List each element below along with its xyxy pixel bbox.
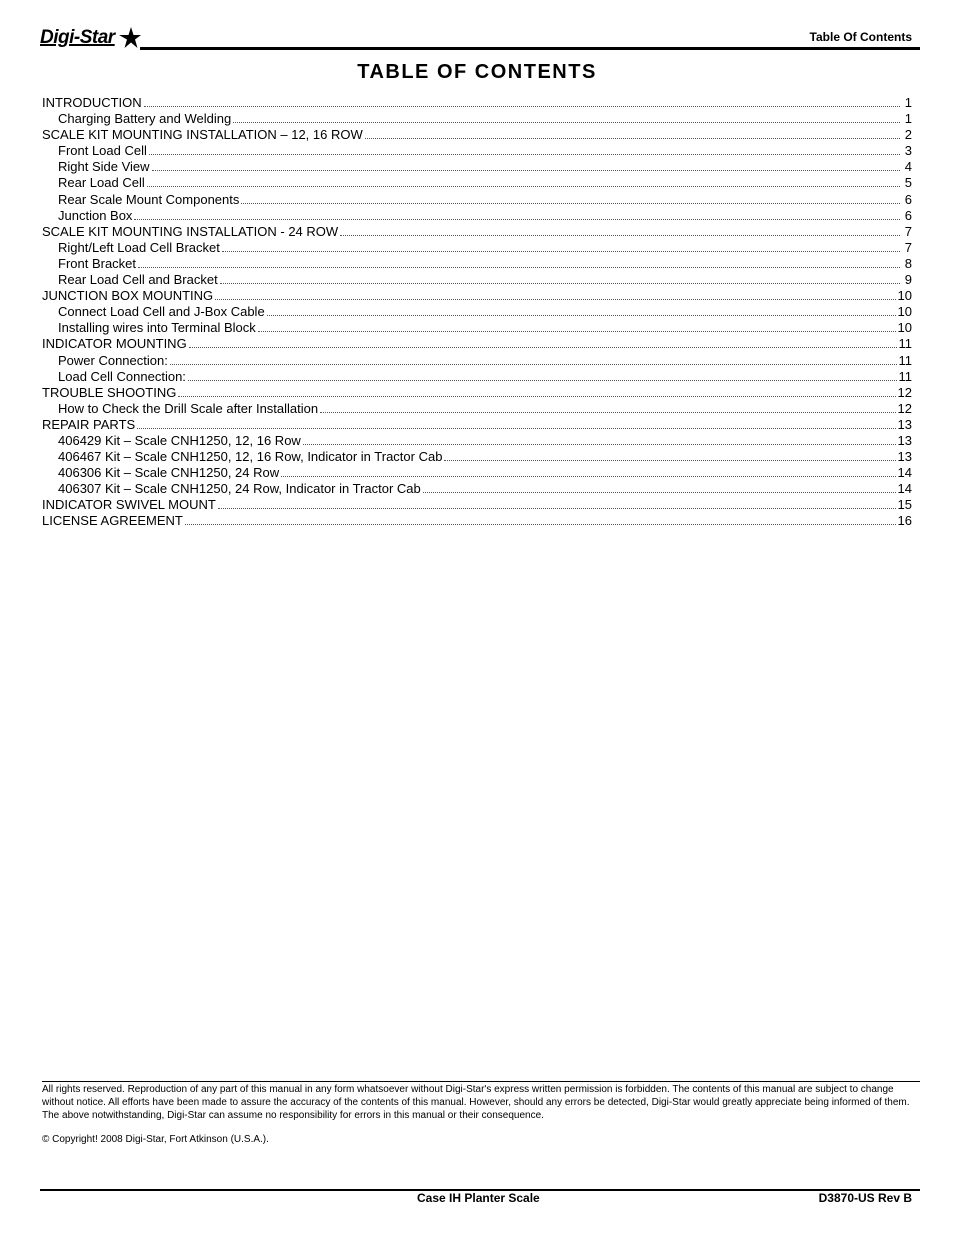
toc-entry[interactable] (42, 385, 912, 401)
toc-dot-leader (185, 524, 896, 525)
toc-entry[interactable] (42, 449, 912, 465)
toc-dot-leader (241, 203, 900, 204)
toc-dot-leader (138, 267, 900, 268)
toc-entry-page: 3 (904, 143, 912, 159)
toc-dot-leader (149, 154, 900, 155)
toc-entry[interactable] (42, 336, 912, 352)
toc-entry-label: 406467 Kit – Scale CNH1250, 12, 16 Row, Indicator in Tractor Cab (58, 449, 443, 465)
toc-entry[interactable] (42, 369, 912, 385)
footer-rule (42, 1081, 920, 1082)
star-icon (117, 27, 141, 49)
toc-entry-page: 10 (897, 288, 912, 304)
toc-entry-page: 10 (897, 304, 912, 320)
header-rule (140, 47, 920, 50)
toc-entry-page: 1 (904, 111, 912, 127)
toc-entry[interactable] (42, 401, 912, 417)
table-of-contents (42, 95, 912, 530)
toc-entry-page: 1 (904, 95, 912, 110)
page-title: TABLE OF CONTENTS (357, 61, 597, 83)
toc-entry-page: 6 (904, 207, 912, 223)
toc-dot-leader (147, 186, 900, 187)
toc-dot-leader (137, 428, 895, 429)
toc-entry-label: Front Bracket (58, 255, 137, 271)
toc-entry-label: Load Cell Connection: (58, 368, 186, 384)
toc-entry-label: Power Connection: (58, 352, 168, 368)
toc-entry-page: 5 (904, 175, 912, 191)
toc-entry-label: JUNCTION BOX MOUNTING (42, 288, 214, 304)
toc-dot-leader (340, 235, 900, 236)
toc-dot-leader (444, 460, 895, 461)
toc-entry[interactable] (42, 111, 912, 127)
toc-entry-label: Rear Scale Mount Components (58, 191, 240, 207)
toc-entry-label: TROUBLE SHOOTING (42, 384, 177, 400)
legal-notice: All rights reserved. Reproduction of any part of this manual in any form whatsoever without Digi-Star's express written permission is forbidden. The contents of this manual are subject to change without notice. All efforts have been made to assure the accuracy of the contents of this manual. However, should any errors be detected, Digi-Star would greatly appreciate being informed of them. The above notwithstanding, Digi-Star can assume no responsibility for errors in this manual or their consequence. (42, 1084, 910, 1121)
toc-entry-page: 12 (897, 400, 912, 416)
toc-entry[interactable] (42, 304, 912, 320)
toc-entry-page: 10 (897, 320, 912, 336)
toc-dot-leader (365, 138, 900, 139)
toc-entry-label: 406429 Kit – Scale CNH1250, 12, 16 Row (58, 432, 301, 448)
toc-entry[interactable] (42, 127, 912, 143)
toc-entry-label: Rear Load Cell and Bracket (58, 272, 218, 288)
toc-entry-page: 8 (904, 255, 912, 271)
toc-entry[interactable] (42, 433, 912, 449)
toc-entry-label: Connect Load Cell and J-Box Cable (58, 304, 265, 320)
toc-entry-label: How to Check the Drill Scale after Installation (58, 400, 319, 416)
toc-entry[interactable] (42, 175, 912, 191)
toc-entry-page: 11 (898, 352, 912, 368)
toc-entry[interactable] (42, 481, 912, 497)
toc-entry[interactable] (42, 497, 912, 513)
toc-entry-page: 11 (898, 336, 912, 352)
toc-entry-label: Right/Left Load Cell Bracket (58, 239, 220, 255)
toc-entry-label: INTRODUCTION (42, 95, 142, 110)
toc-entry-label: Charging Battery and Welding (58, 111, 232, 127)
toc-dot-leader (188, 380, 897, 381)
toc-entry-page: 13 (897, 432, 912, 448)
toc-dot-leader (222, 251, 900, 252)
toc-dot-leader (215, 299, 895, 300)
toc-entry-page: 2 (904, 127, 912, 143)
toc-entry-label: INDICATOR SWIVEL MOUNT (42, 497, 216, 513)
toc-entry[interactable] (42, 256, 912, 272)
toc-entry[interactable] (42, 143, 912, 159)
toc-dot-leader (423, 492, 896, 493)
toc-entry-page: 13 (897, 416, 912, 432)
header-section-title: Table Of Contents (809, 30, 912, 44)
toc-entry-page: 13 (897, 449, 912, 465)
toc-dot-leader (218, 508, 896, 509)
toc-entry-page: 7 (904, 223, 912, 239)
toc-entry[interactable] (42, 320, 912, 336)
toc-entry[interactable] (42, 417, 912, 433)
toc-entry-label: Front Load Cell (58, 143, 147, 159)
toc-entry-label: SCALE KIT MOUNTING INSTALLATION – 12, 16 ROW (42, 127, 363, 143)
toc-dot-leader (152, 170, 900, 171)
toc-entry-page: 7 (904, 239, 912, 255)
toc-entry[interactable] (42, 240, 912, 256)
toc-entry[interactable] (42, 95, 912, 111)
toc-entry-page: 14 (897, 465, 912, 481)
toc-entry-label: SCALE KIT MOUNTING INSTALLATION - 24 ROW (42, 223, 339, 239)
toc-entry-page: 15 (897, 497, 912, 513)
toc-entry[interactable] (42, 224, 912, 240)
toc-dot-leader (189, 347, 897, 348)
toc-dot-leader (258, 331, 896, 332)
toc-dot-leader (170, 364, 897, 365)
toc-entry[interactable] (42, 513, 912, 529)
toc-entry[interactable] (42, 192, 912, 208)
toc-dot-leader (220, 283, 900, 284)
toc-entry[interactable] (42, 159, 912, 175)
toc-entry-page: 6 (904, 191, 912, 207)
toc-entry[interactable] (42, 288, 912, 304)
toc-dot-leader (144, 106, 900, 107)
toc-entry-label: 406306 Kit – Scale CNH1250, 24 Row (58, 465, 280, 481)
toc-entry-label: INDICATOR MOUNTING (42, 336, 187, 352)
toc-entry-page: 4 (904, 159, 912, 175)
toc-entry-page: 12 (897, 384, 912, 400)
toc-dot-leader (134, 219, 900, 220)
copyright-notice: © Copyright! 2008 Digi-Star, Fort Atkinson (U.S.A.). (42, 1134, 269, 1145)
toc-dot-leader (281, 476, 895, 477)
toc-dot-leader (303, 444, 896, 445)
footer-product-name: Case IH Planter Scale (417, 1191, 540, 1205)
toc-dot-leader (178, 396, 895, 397)
toc-entry-label: REPAIR PARTS (42, 416, 136, 432)
toc-entry[interactable] (42, 208, 912, 224)
toc-entry-label: Right Side View (58, 159, 150, 175)
toc-dot-leader (320, 412, 895, 413)
toc-dot-leader (267, 315, 896, 316)
toc-entry[interactable] (42, 272, 912, 288)
toc-entry-page: 11 (898, 368, 912, 384)
footer-doc-number: D3870-US Rev B (818, 1191, 912, 1205)
toc-entry[interactable] (42, 353, 912, 369)
toc-entry-label: Rear Load Cell (58, 175, 145, 191)
toc-entry-label: Installing wires into Terminal Block (58, 320, 256, 336)
toc-entry-page: 9 (904, 272, 912, 288)
toc-entry-label: 406307 Kit – Scale CNH1250, 24 Row, Indicator in Tractor Cab (58, 481, 421, 497)
toc-entry-label: Junction Box (58, 207, 133, 223)
toc-entry-page: 16 (897, 513, 912, 529)
logo-text: Digi-Star (40, 27, 115, 48)
toc-entry-page: 14 (897, 481, 912, 497)
toc-dot-leader (233, 122, 900, 123)
toc-entry[interactable] (42, 465, 912, 481)
toc-entry-label: LICENSE AGREEMENT (42, 513, 183, 529)
